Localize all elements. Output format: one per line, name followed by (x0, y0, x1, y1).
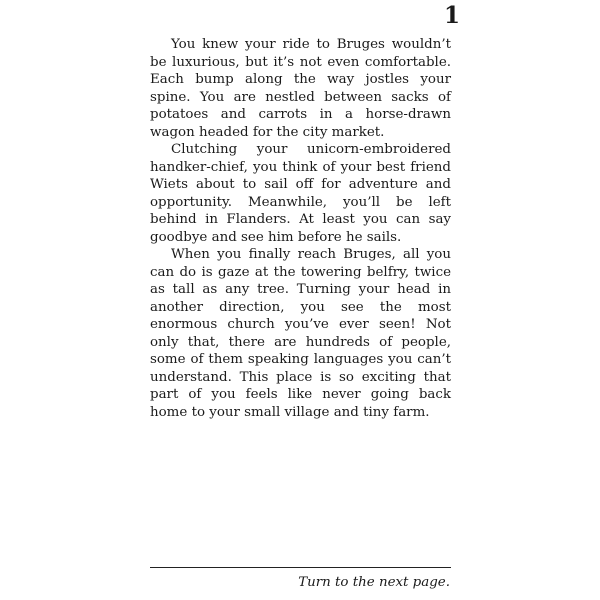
story-text (150, 36, 451, 421)
turn-page-prompt: Turn to the next page. (298, 575, 450, 590)
story-paragraph-2: Clutching your unicorn-embroidered handker-chief, you think of your best friend Wiets about to sail off for adventure and opportunity. Meanwhile, you’ll be left behind in Flanders. At least you can say goodbye and see him before he sails. (150, 142, 451, 245)
footer-divider (150, 567, 451, 568)
page-number: 1 (443, 2, 460, 29)
story-paragraph-1: You knew your ride to Bruges wouldn’t be luxurious, but it’s not even comfortable. Each bump along the way jostles your spine. You are nestled between sacks of potatoes and carrots in a horse-drawn wagon headed for the city market. (150, 37, 451, 140)
story-paragraph-3: When you finally reach Bruges, all you can do is gaze at the towering belfry, twice as tall as any tree. Turning your head in another direction, you see the most enormous church you’ve ever seen! Not only that, there are hundreds of people, some of them speaking languages you can’t understand. This place is so exciting that part of you feels like never going back home to your small village and tiny farm. (150, 247, 451, 420)
